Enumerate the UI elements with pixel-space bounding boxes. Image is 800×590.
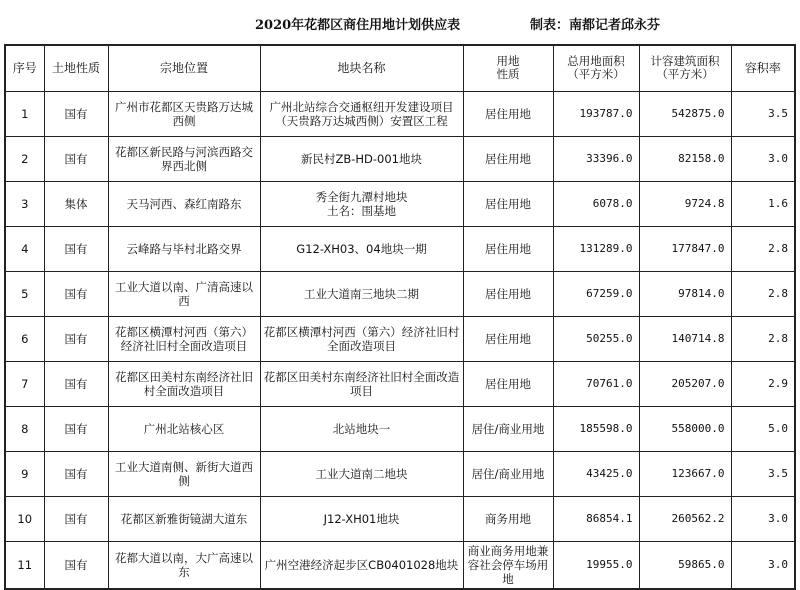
table-row [5,496,795,541]
cell-far: 2.8 [731,316,795,361]
cell-total-area: 86854.1 [553,496,639,541]
cell-location: 花都区新民路与河滨西路交界西北侧 [108,136,260,181]
cell-no: 10 [5,496,44,541]
cell-location: 广州北站核心区 [108,406,260,451]
cell-land-nature: 国有 [44,361,108,406]
table-row [5,541,795,589]
cell-parcel-name: 新民村ZB-HD-001地块 [260,136,463,181]
cell-location: 云峰路与毕村北路交界 [108,226,260,271]
cell-total-area: 131289.0 [553,226,639,271]
cell-location: 花都区横潭村河西（第六）经济社旧村全面改造项目 [108,316,260,361]
cell-location: 天马河西、森红南路东 [108,181,260,226]
cell-use-type: 居住用地 [463,361,553,406]
table-header-row [5,45,795,91]
table-row [5,406,795,451]
cell-far: 2.8 [731,271,795,316]
cell-use-type: 居住用地 [463,316,553,361]
cell-gfa: 9724.8 [639,181,731,226]
cell-far: 2.8 [731,226,795,271]
cell-total-area: 19955.0 [553,541,639,589]
cell-no: 1 [5,91,44,136]
header-use-type: 用地 性质 [463,45,553,91]
cell-no: 3 [5,181,44,226]
header-total-area: 总用地面积 （平方米） [553,45,639,91]
cell-land-nature: 国有 [44,226,108,271]
table-row [5,271,795,316]
cell-total-area: 50255.0 [553,316,639,361]
header-parcel-name: 地块名称 [260,45,463,91]
cell-no: 2 [5,136,44,181]
cell-no: 9 [5,451,44,496]
cell-total-area: 185598.0 [553,406,639,451]
cell-far: 5.0 [731,406,795,451]
cell-total-area: 43425.0 [553,451,639,496]
cell-parcel-name: 花都区田美村东南经济社旧村全面改造项目 [260,361,463,406]
cell-land-nature: 国有 [44,316,108,361]
cell-gfa: 140714.8 [639,316,731,361]
cell-land-nature: 国有 [44,406,108,451]
cell-far: 3.5 [731,91,795,136]
cell-gfa: 542875.0 [639,91,731,136]
cell-no: 6 [5,316,44,361]
table-row [5,181,795,226]
cell-no: 7 [5,361,44,406]
cell-total-area: 70761.0 [553,361,639,406]
cell-gfa: 97814.0 [639,271,731,316]
header-no: 序号 [5,45,44,91]
title-bar [0,0,800,44]
cell-far: 3.0 [731,496,795,541]
cell-use-type: 居住用地 [463,91,553,136]
table-row [5,136,795,181]
cell-location: 花都大道以南，大广高速以东 [108,541,260,589]
cell-use-type: 商务用地 [463,496,553,541]
cell-far: 3.0 [731,136,795,181]
cell-parcel-name: 北站地块一 [260,406,463,451]
cell-location: 广州市花都区天贵路万达城西侧 [108,91,260,136]
cell-land-nature: 国有 [44,451,108,496]
cell-parcel-name: 工业大道南三地块二期 [260,271,463,316]
cell-land-nature: 集体 [44,181,108,226]
header-land-nature: 土地性质 [44,45,108,91]
table-row [5,361,795,406]
cell-parcel-name: 广州空港经济起步区CB0401028地块 [260,541,463,589]
cell-use-type: 居住用地 [463,181,553,226]
cell-use-type: 居住/商业用地 [463,451,553,496]
cell-gfa: 558000.0 [639,406,731,451]
cell-gfa: 177847.0 [639,226,731,271]
land-supply-table [4,44,796,590]
cell-total-area: 67259.0 [553,271,639,316]
table-row [5,226,795,271]
table-row [5,316,795,361]
cell-land-nature: 国有 [44,271,108,316]
cell-use-type: 居住用地 [463,226,553,271]
header-far: 容积率 [731,45,795,91]
cell-parcel-name: 工业大道南二地块 [260,451,463,496]
header-gfa: 计容建筑面积 （平方米） [639,45,731,91]
page-title: 2020年花都区商住用地计划供应表 [255,18,461,33]
cell-location: 花都区田美村东南经济社旧村全面改造项目 [108,361,260,406]
cell-far: 3.0 [731,541,795,589]
header-location: 宗地位置 [108,45,260,91]
cell-total-area: 193787.0 [553,91,639,136]
cell-gfa: 123667.0 [639,451,731,496]
cell-no: 4 [5,226,44,271]
cell-no: 5 [5,271,44,316]
cell-total-area: 6078.0 [553,181,639,226]
cell-no: 11 [5,541,44,589]
cell-land-nature: 国有 [44,496,108,541]
cell-parcel-name: J12-XH01地块 [260,496,463,541]
cell-gfa: 205207.0 [639,361,731,406]
cell-location: 工业大道南侧、新街大道西侧 [108,451,260,496]
cell-use-type: 居住用地 [463,136,553,181]
cell-total-area: 33396.0 [553,136,639,181]
cell-location: 工业大道以南、广清高速以西 [108,271,260,316]
cell-parcel-name: G12-XH03、04地块一期 [260,226,463,271]
cell-location: 花都区新雅街镜湖大道东 [108,496,260,541]
author-credit: 制表：南都记者邱永芬 [530,18,661,33]
cell-gfa: 59865.0 [639,541,731,589]
cell-land-nature: 国有 [44,136,108,181]
cell-far: 3.5 [731,451,795,496]
cell-far: 2.9 [731,361,795,406]
cell-gfa: 260562.2 [639,496,731,541]
cell-use-type: 居住用地 [463,271,553,316]
cell-far: 1.6 [731,181,795,226]
cell-use-type: 居住/商业用地 [463,406,553,451]
cell-land-nature: 国有 [44,91,108,136]
cell-parcel-name: 花都区横潭村河西（第六）经济社旧村全面改造项目 [260,316,463,361]
table-row [5,451,795,496]
cell-parcel-name: 广州北站综合交通枢纽开发建设项目（天贵路万达城西侧）安置区工程 [260,91,463,136]
cell-use-type: 商业商务用地兼容社会停车场用地 [463,541,553,589]
cell-gfa: 82158.0 [639,136,731,181]
cell-land-nature: 国有 [44,541,108,589]
table-row [5,91,795,136]
cell-no: 8 [5,406,44,451]
cell-parcel-name: 秀全街九潭村地块 土名：围基地 [260,181,463,226]
